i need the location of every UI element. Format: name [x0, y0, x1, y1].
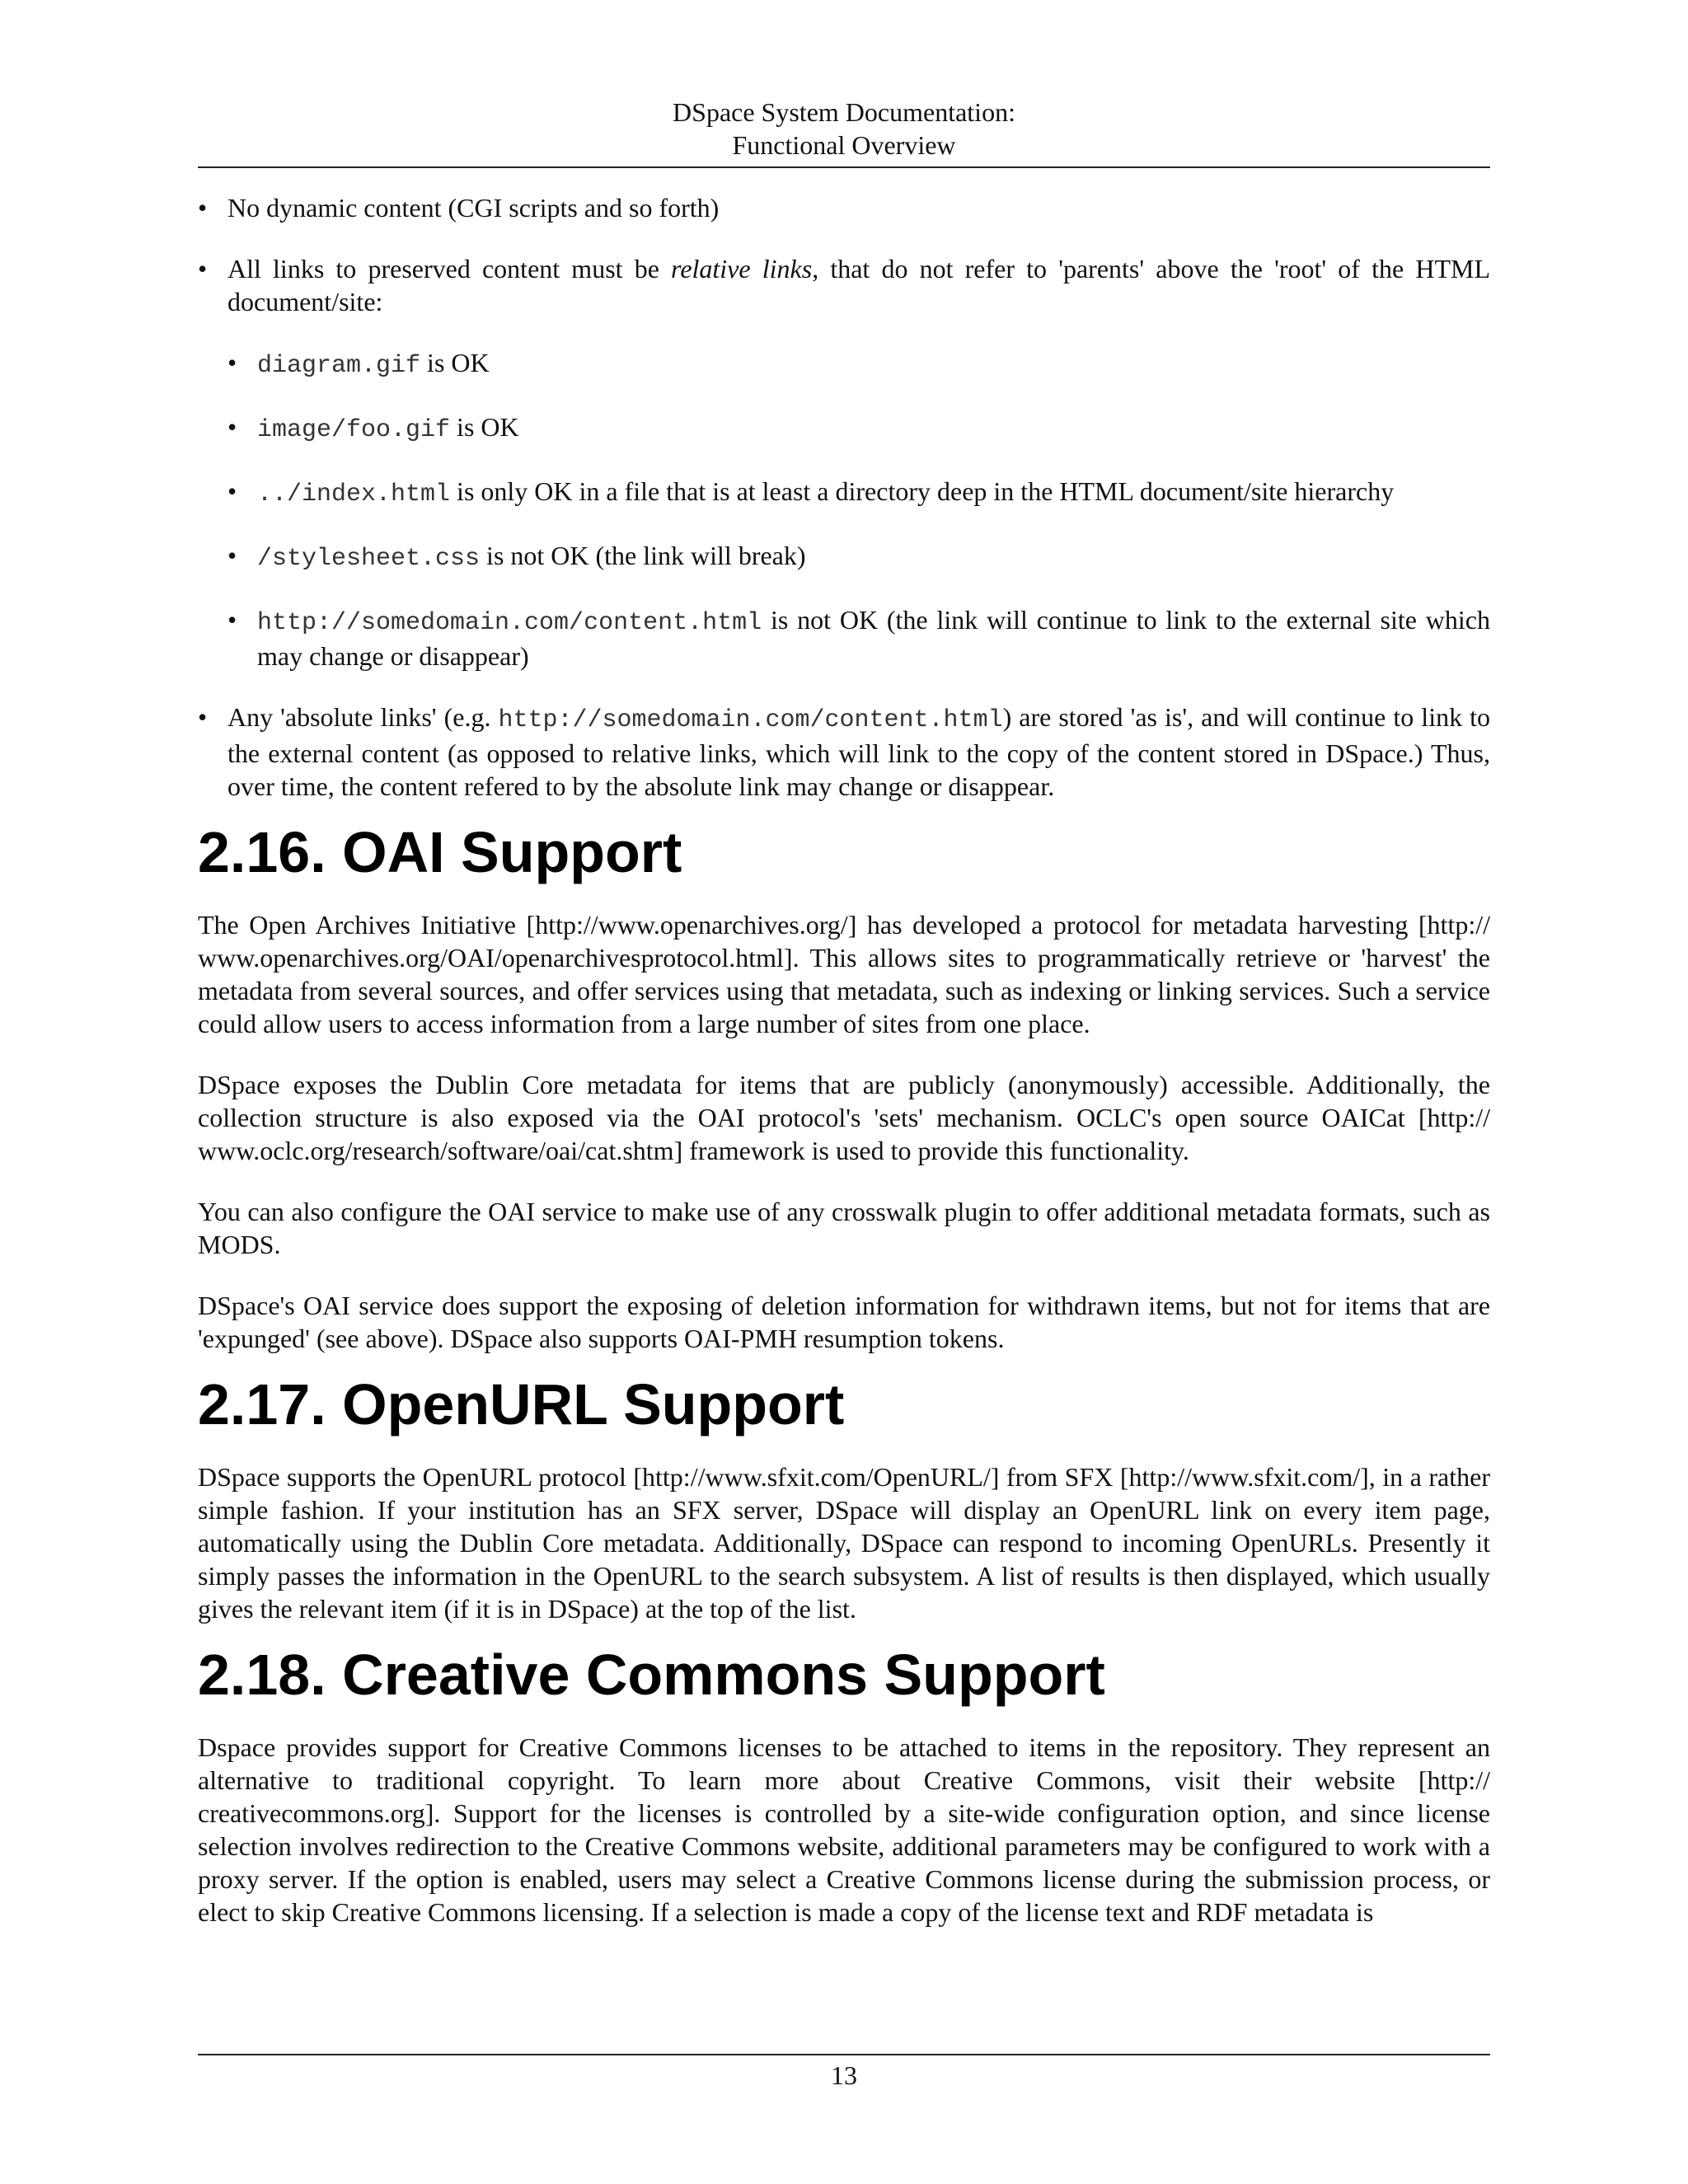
code-text: image/foo.gif	[257, 416, 451, 444]
section-heading-creative-commons: 2.18. Creative Commons Support	[198, 1643, 1105, 1707]
link-examples-list	[227, 346, 1490, 673]
emphasis-text: relative links	[671, 254, 813, 284]
bullet-text: Any 'absolute links' (e.g.	[227, 702, 499, 732]
list-item	[227, 346, 1490, 382]
bullet-text: is not OK (the link will continue to link to the external site which may change or disappear)	[257, 605, 1490, 671]
list-item	[198, 191, 1490, 224]
bullet-text: is not OK (the link will break)	[480, 541, 806, 570]
list-item	[227, 603, 1490, 673]
list-item	[198, 252, 1490, 673]
code-text: http://somedomain.com/content.html	[257, 609, 762, 637]
header-rule	[198, 166, 1490, 168]
list-item	[227, 539, 1490, 575]
page-content	[198, 191, 1490, 1957]
bullet-text: is OK	[420, 348, 490, 377]
bullet-text: is only OK in a file that is at least a directory deep in the HTML document/site hierarchy	[450, 476, 1395, 506]
code-text: http://somedomain.com/content.html	[498, 706, 1003, 734]
header-title: DSpace System Documentation:	[673, 97, 1015, 127]
paragraph: DSpace supports the OpenURL protocol [http://www.sfxit.com/OpenURL/] from SFX [http://www.sfxit.com/], in a rather simple fashion. If your institution has an SFX server, DSpace will display an OpenURL link on every item page, automatically using the Dublin Core metadata. Additionally, DSpace can respond to incoming OpenURLs. Presently it simply passes the information in the OpenURL to the search subsystem. A list of results is then displayed, which usually gives the relevant item (if it is in DSpace) at the top of the list.	[198, 1462, 1490, 1624]
footer-rule	[198, 2054, 1490, 2055]
paragraph: DSpace exposes the Dublin Core metadata for items that are publicly (anonymously) accessible. Additionally, the collection structure is also exposed via the OAI protocol's 'sets' mechanism. OCLC's open source OAICat [http:// www.oclc.org/research/software/oai/cat.shtm] framework is used to provide this functionality.	[198, 1070, 1490, 1165]
paragraph: The Open Archives Initiative [http://www.openarchives.org/] has developed a protocol for metadata harvesting [http:// www.openarchives.org/OAI/openarchivesprotocol.html]. This allows sites to programmatically retrieve or 'harvest' the metadata from several sources, and offer services using that metadata, such as indexing or linking services. Such a service could allow users to access information from a large number of sites from one place.	[198, 910, 1490, 1038]
header-subtitle: Functional Overview	[732, 130, 956, 160]
page-number: 13	[831, 2060, 857, 2090]
code-text: ../index.html	[257, 480, 451, 509]
list-item	[198, 701, 1490, 803]
bullet-text: No dynamic content (CGI scripts and so forth)	[227, 193, 720, 223]
running-header	[198, 96, 1490, 162]
link-rules-list	[198, 191, 1490, 803]
list-item	[227, 475, 1490, 511]
section-heading-openurl: 2.17. OpenURL Support	[198, 1372, 845, 1436]
list-item	[227, 410, 1490, 447]
paragraph: You can also configure the OAI service to make use of any crosswalk plugin to offer additional metadata formats, such as MODS.	[198, 1197, 1490, 1259]
bullet-text: ) are stored 'as is', and will continue to link to the external content (as opposed to relative links, which will link to the copy of the content stored in DSpace.) Thus, over time, the content refered to by the absolute link may change or disappear.	[227, 702, 1490, 801]
code-text: diagram.gif	[257, 352, 421, 380]
bullet-text: All links to preserved content must be	[227, 254, 672, 284]
bullet-text: , that do not refer to 'parents' above the 'root' of the HTML document/site:	[227, 254, 1491, 316]
code-text: /stylesheet.css	[257, 545, 481, 573]
paragraph: Dspace provides support for Creative Commons licenses to be attached to items in the repository. They represent an alternative to traditional copyright. To learn more about Creative Commons, visit their website [http:// creativecommons.org]. Support for the licenses is controlled by a site-wide configuration option, and since license selection involves redirection to the Creative Commons website, additional parameters may be configured to work with a proxy server. If the option is enabled, users may select a Creative Commons license during the submission process, or elect to skip Creative Commons licensing. If a selection is made a copy of the license text and RDF metadata is	[198, 1732, 1490, 1927]
paragraph: DSpace's OAI service does support the exposing of deletion information for withdrawn items, but not for items that are 'expunged' (see above). DSpace also supports OAI-PMH resumption tokens.	[198, 1291, 1490, 1353]
bullet-text: is OK	[450, 412, 519, 442]
section-heading-oai: 2.16. OAI Support	[198, 820, 682, 884]
